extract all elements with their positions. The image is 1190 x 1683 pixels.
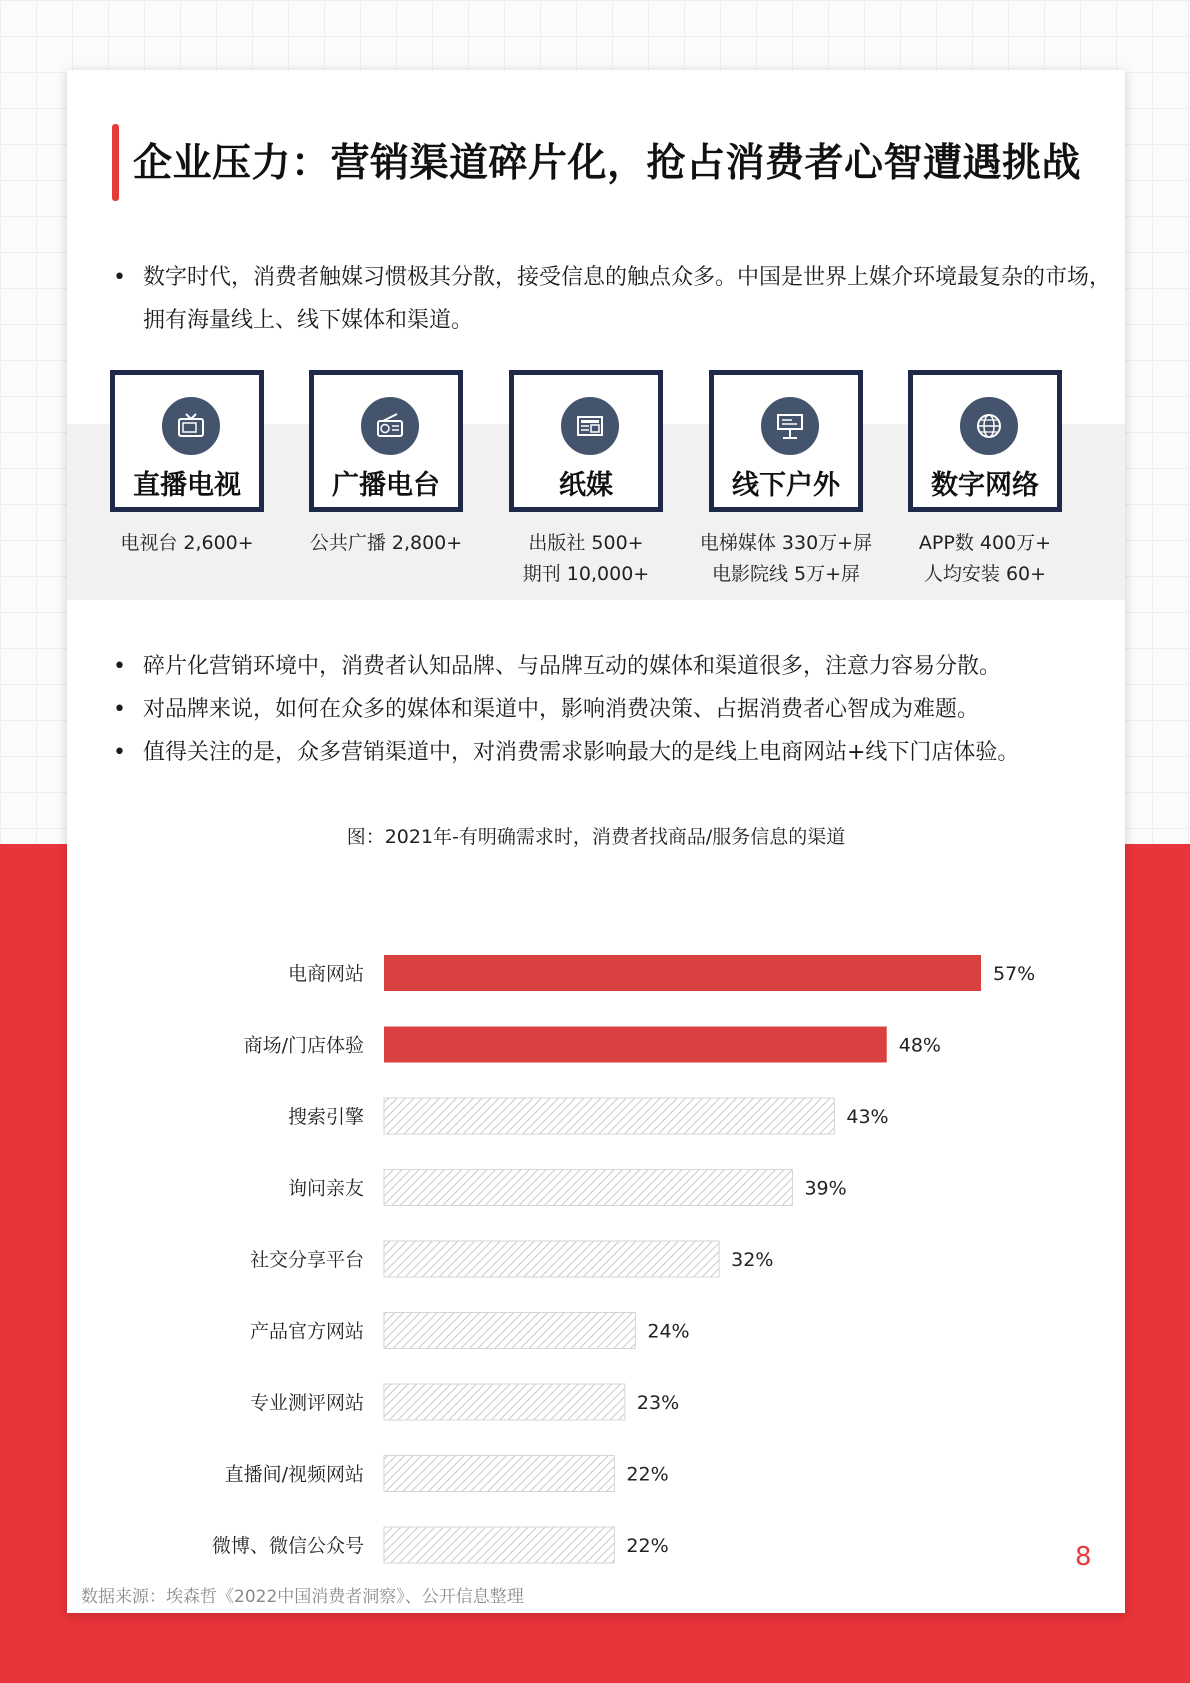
category-label: 微博、微信公众号 (211, 1535, 364, 1557)
bullet-text: 数字时代，消费者触媒习惯极其分散，接受信息的触点众多。中国是世界上媒介环境最复杂的市场，拥有海量线上、线下媒体和渠道。 (143, 265, 1112, 333)
category-label: 专业测评网站 (249, 1392, 364, 1414)
page-title: 企业压力：营销渠道碎片化，抢占消费者心智遭遇挑战 (133, 141, 1082, 186)
bar (384, 1027, 887, 1063)
stat-line: 电影院线 5万+屏 (711, 563, 861, 585)
value-label: 23% (636, 1392, 680, 1414)
media-label: 线下户外 (732, 470, 840, 501)
bullet-text: 值得关注的是，众多营销渠道中，对消费需求影响最大的是线上电商网站+线下门店体验。 (143, 740, 1020, 765)
value-label: 57% (993, 963, 1036, 985)
category-label: 商场/门店体验 (243, 1034, 364, 1057)
chart-title: 图：2021年-有明确需求时，消费者找商品/服务信息的渠道 (346, 826, 846, 848)
category-label: 搜索引擎 (287, 1106, 364, 1128)
category-label: 询问亲友 (287, 1177, 364, 1200)
media-label: 直播电视 (133, 470, 241, 501)
bar (384, 1313, 635, 1349)
category-label: 产品官方网站 (249, 1320, 364, 1343)
value-label: 24% (647, 1320, 690, 1343)
stat-line: 电梯媒体 330万+屏 (699, 532, 873, 554)
bullet-dot: • (113, 697, 126, 722)
value-label: 22% (626, 1463, 669, 1486)
stat-line: 人均安装 60+ (923, 563, 1047, 585)
media-label: 广播电台 (332, 470, 440, 501)
bullet-text: 对品牌来说，如何在众多的媒体和渠道中，影响消费决策、占据消费者心智成为难题。 (143, 697, 980, 722)
page-number: 8 (1075, 1542, 1092, 1572)
bar (384, 955, 981, 991)
bullet-dot: • (113, 740, 126, 765)
value-label: 48% (898, 1034, 941, 1057)
value-label: 32% (731, 1249, 774, 1271)
bullet-dot: • (113, 265, 126, 290)
media-label: 纸媒 (559, 470, 613, 501)
stat-line: 期刊 10,000+ (522, 563, 650, 585)
category-label: 社交分享平台 (249, 1249, 364, 1271)
bar (384, 1170, 792, 1206)
value-label: 39% (804, 1177, 847, 1200)
bar-chart (67, 70, 1125, 1613)
value-label: 22% (626, 1535, 669, 1557)
bar (384, 1384, 625, 1420)
source-note: 数据来源：埃森哲《2022中国消费者洞察》、公开信息整理 (81, 1587, 524, 1607)
stat-line: APP数 400万+ (918, 532, 1052, 554)
bar (384, 1456, 614, 1492)
stat-line: 出版社 500+ (528, 532, 644, 554)
category-label: 直播间/视频网站 (224, 1463, 364, 1486)
bullet-dot: • (113, 654, 126, 679)
report-page (67, 70, 1125, 1613)
media-label: 数字网络 (931, 470, 1039, 501)
value-label: 43% (846, 1106, 889, 1128)
stat-line: 电视台 2,600+ (120, 532, 254, 554)
bar (384, 1098, 834, 1134)
bar (384, 1241, 719, 1277)
bullet-text: 碎片化营销环境中，消费者认知品牌、与品牌互动的媒体和渠道很多，注意力容易分散。 (143, 654, 1002, 679)
category-label: 电商网站 (287, 963, 364, 985)
bar (384, 1527, 614, 1563)
stat-line: 公共广播 2,800+ (309, 532, 463, 554)
